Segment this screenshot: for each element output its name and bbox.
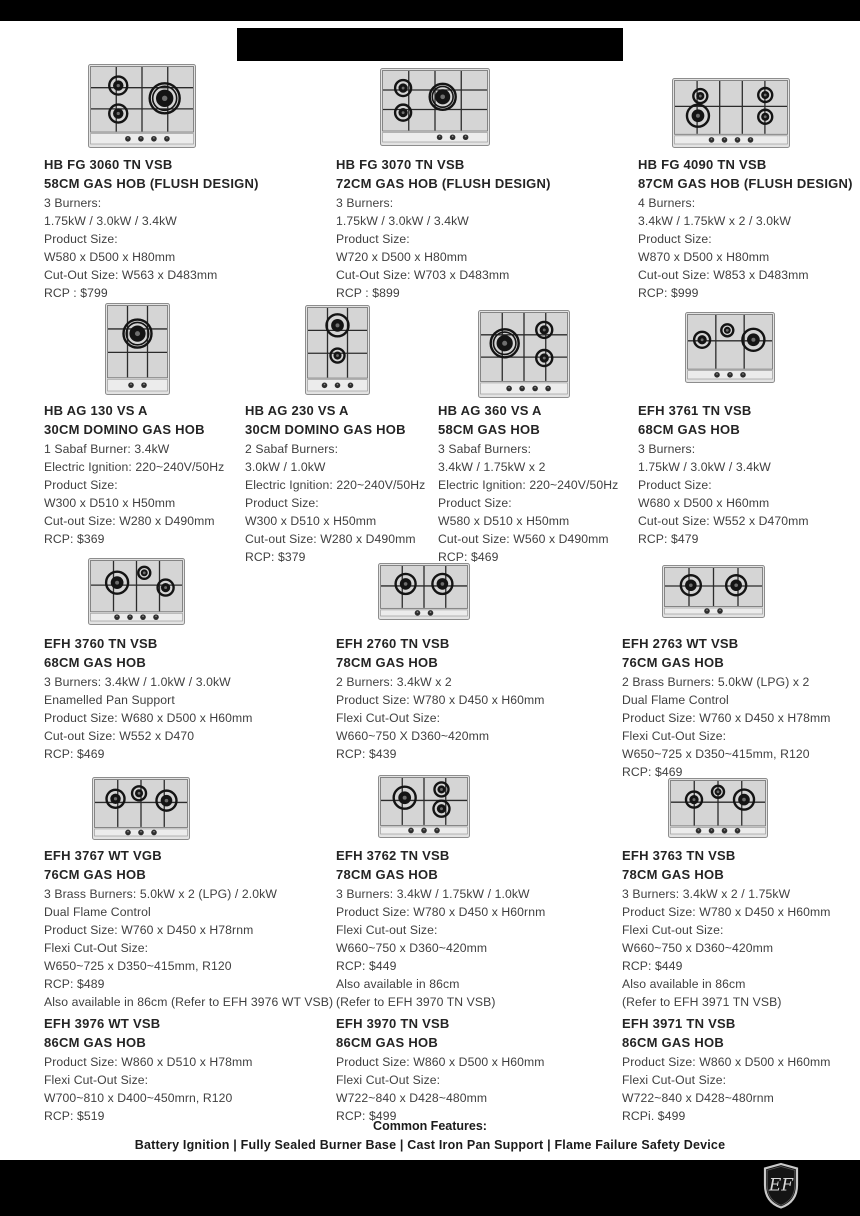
product-image (305, 305, 370, 400)
spec-lines (622, 1053, 842, 1125)
product-image (685, 312, 775, 388)
spec-line: Cut-out Size: W560 x D490mm (438, 532, 609, 546)
product-name: HB FG 3070 TN VSB (336, 157, 465, 172)
product-card (44, 634, 336, 763)
spec-line: Product Size: (336, 232, 410, 246)
spec-line: 3.0kW / 1.0kW (245, 460, 326, 474)
spec-lines (44, 1053, 336, 1125)
spec-lines (438, 440, 634, 566)
common-features-line: Battery Ignition | Fully Sealed Burner Base | Cast Iron Pan Support | Flame Failure Safety Device (134, 1138, 726, 1152)
spec-line: RCP: $469 (438, 550, 499, 564)
spec-line: RCPi. $499 (622, 1109, 686, 1123)
spec-lines (245, 440, 435, 566)
product-name: HB FG 4090 TN VSB (638, 157, 767, 172)
spec-line: W660~750 x D360~420mm (336, 941, 488, 955)
product-card (622, 1014, 842, 1125)
product-subtitle: 68CM GAS HOB (638, 422, 740, 437)
product-image (88, 64, 196, 153)
spec-line: 3 Burners: (336, 196, 394, 210)
common-features-title: Common Features: (373, 1119, 487, 1133)
product-card (245, 401, 435, 566)
product-image (378, 775, 470, 843)
spec-line: Flexi Cut-Out Size: (44, 1073, 149, 1087)
common-features (0, 1118, 860, 1155)
spec-line: Cut-out Size: W280 x D490mm (44, 514, 215, 528)
product-subtitle: 58CM GAS HOB (FLUSH DESIGN) (44, 176, 259, 191)
top-black-bar (0, 0, 860, 21)
product-subtitle: 58CM GAS HOB (438, 422, 540, 437)
ef-logo (762, 1162, 800, 1209)
spec-line: Product Size: W780 x D450 x H60mm (622, 905, 831, 919)
product-subtitle: 86CM GAS HOB (622, 1035, 724, 1050)
spec-line: Product Size: W780 x D450 x H60mm (336, 693, 545, 707)
product-subtitle: 76CM GAS HOB (622, 655, 724, 670)
spec-line: W580 x D510 x H50mm (438, 514, 570, 528)
spec-line: RCP: $379 (245, 550, 306, 564)
product-subtitle: 86CM GAS HOB (336, 1035, 438, 1050)
spec-line: RCP: $999 (638, 286, 699, 300)
product-card (44, 155, 336, 302)
product-card (44, 1014, 336, 1125)
product-name: HB AG 230 VS A (245, 403, 349, 418)
spec-lines (622, 885, 842, 1011)
spec-line: RCP: $479 (638, 532, 699, 546)
product-card (638, 155, 853, 302)
spec-line: RCP: $499 (336, 1109, 397, 1123)
product-image (672, 78, 790, 153)
product-name: EFH 3767 WT VGB (44, 848, 162, 863)
product-image (478, 310, 570, 403)
spec-line: (Refer to EFH 3970 TN VSB) (336, 995, 496, 1009)
spec-line: 3 Sabaf Burners: (438, 442, 532, 456)
product-name: EFH 2763 WT VSB (622, 636, 739, 651)
spec-line: W680 x D500 x H60mm (638, 496, 770, 510)
spec-line: 3 Burners: 3.4kW / 1.75kW / 1.0kW (336, 887, 530, 901)
spec-line: W870 x D500 x H80mm (638, 250, 770, 264)
spec-lines (44, 885, 344, 1011)
product-image (378, 563, 470, 625)
spec-line: Electric Ignition: 220~240V/50Hz (438, 478, 619, 492)
product-subtitle: 68CM GAS HOB (44, 655, 146, 670)
product-name: EFH 3976 WT VSB (44, 1016, 161, 1031)
spec-line: 1.75kW / 3.0kW / 3.4kW (44, 214, 177, 228)
redacted-title-block (237, 28, 623, 61)
spec-line: 3 Brass Burners: 5.0kW x 2 (LPG) / 2.0kW (44, 887, 277, 901)
spec-line: Product Size: W760 x D450 x H78rnm (44, 923, 254, 937)
product-name: EFH 3760 TN VSB (44, 636, 158, 651)
spec-line: Product Size: (438, 496, 512, 510)
spec-line: RCP : $899 (336, 286, 400, 300)
product-card (336, 846, 628, 1011)
product-name: EFH 2760 TN VSB (336, 636, 450, 651)
spec-line: 1 Sabaf Burner: 3.4kW (44, 442, 170, 456)
spec-line: Enamelled Pan Support (44, 693, 175, 707)
spec-line: 2 Brass Burners: 5.0kW (LPG) x 2 (622, 675, 810, 689)
spec-line: Flexi Cut-out Size: (622, 923, 724, 937)
product-subtitle: 87CM GAS HOB (FLUSH DESIGN) (638, 176, 853, 191)
spec-line: 3 Burners: (638, 442, 696, 456)
spec-line: W722~840 x D428~480rnm (622, 1091, 774, 1105)
product-image (88, 558, 185, 630)
spec-lines (44, 194, 336, 302)
spec-line: Flexi Cut-Out Size: (336, 711, 441, 725)
spec-line: Dual Flame Control (44, 905, 151, 919)
product-subtitle: 30CM DOMINO GAS HOB (245, 422, 406, 437)
product-subtitle: 78CM GAS HOB (622, 867, 724, 882)
product-subtitle: 30CM DOMINO GAS HOB (44, 422, 205, 437)
spec-line: Dual Flame Control (622, 693, 729, 707)
spec-line: Flexi Cut-Out Size: (336, 1073, 441, 1087)
spec-line: Also available in 86cm (336, 977, 460, 991)
spec-line: Also available in 86cm (Refer to EFH 3976 WT VSB) (44, 995, 334, 1009)
spec-line: 3.4kW / 1.75kW x 2 (438, 460, 546, 474)
spec-lines (336, 1053, 628, 1125)
product-name: EFH 3761 TN VSB (638, 403, 752, 418)
spec-line: Cut-out Size: W552 x D470 (44, 729, 195, 743)
spec-line: Flexi Cut-Out Size: (622, 1073, 727, 1087)
spec-line: 4 Burners: (638, 196, 696, 210)
product-name: HB FG 3060 TN VSB (44, 157, 173, 172)
spec-line: W720 x D500 x H80mm (336, 250, 468, 264)
spec-line: Product Size: (638, 232, 712, 246)
spec-line: Also available in 86cm (622, 977, 746, 991)
spec-line: Product Size: W760 x D450 x H78mm (622, 711, 831, 725)
product-subtitle: 76CM GAS HOB (44, 867, 146, 882)
product-image (662, 565, 765, 623)
product-image (105, 303, 170, 400)
product-card (336, 155, 628, 302)
product-image (380, 68, 490, 151)
product-card (44, 401, 240, 548)
spec-line: W300 x D510 x H50mm (245, 514, 377, 528)
spec-line: Product Size: (44, 232, 118, 246)
spec-line: Cut-out Size: W280 x D490mm (245, 532, 416, 546)
spec-line: RCP: $369 (44, 532, 105, 546)
spec-line: W580 x D500 x H80mm (44, 250, 176, 264)
spec-line: W300 x D510 x H50mm (44, 496, 176, 510)
spec-lines (622, 673, 842, 781)
product-card (44, 846, 344, 1011)
spec-line: 3.4kW / 1.75kW x 2 / 3.0kW (638, 214, 791, 228)
spec-line: W660~750 X D360~420mm (336, 729, 490, 743)
spec-line: Electric Ignition: 220~240V/50Hz (44, 460, 225, 474)
spec-line: Product Size: W860 x D510 x H78mm (44, 1055, 253, 1069)
spec-line: Cut-Out Size: W563 x D483mm (44, 268, 218, 282)
spec-line: RCP: $449 (622, 959, 683, 973)
spec-line: Flexi Cut-out Size: (336, 923, 438, 937)
spec-lines (638, 440, 848, 548)
spec-line: 1.75kW / 3.0kW / 3.4kW (336, 214, 469, 228)
spec-line: Electric Ignition: 220~240V/50Hz (245, 478, 426, 492)
spec-line: Cut-Out Size: W703 x D483mm (336, 268, 510, 282)
spec-line: Product Size: W860 x D500 x H60mm (336, 1055, 545, 1069)
spec-lines (638, 194, 838, 302)
spec-line: W660~750 x D360~420mm (622, 941, 774, 955)
spec-line: Flexi Cut-Out Size: (44, 941, 149, 955)
spec-line: RCP: $449 (336, 959, 397, 973)
spec-line: W700~810 x D400~450mrn, R120 (44, 1091, 233, 1105)
spec-lines (336, 194, 628, 302)
spec-line: W722~840 x D428~480mm (336, 1091, 488, 1105)
spec-line: Product Size: W680 x D500 x H60mm (44, 711, 253, 725)
spec-line: Cut-out Size: W853 x D483mm (638, 268, 809, 282)
product-name: EFH 3971 TN VSB (622, 1016, 736, 1031)
spec-line: RCP: $439 (336, 747, 397, 761)
spec-line: Product Size: W860 x D500 x H60mm (622, 1055, 831, 1069)
product-card (438, 401, 634, 566)
spec-lines (336, 673, 628, 763)
product-card (622, 634, 842, 781)
svg-text:EF: EF (768, 1175, 794, 1196)
spec-line: 2 Burners: 3.4kW x 2 (336, 675, 452, 689)
spec-line: 3 Burners: (44, 196, 102, 210)
product-image (92, 777, 190, 845)
spec-line: RCP : $799 (44, 286, 108, 300)
product-subtitle: 72CM GAS HOB (FLUSH DESIGN) (336, 176, 551, 191)
product-card (638, 401, 848, 548)
footer-bar (0, 1160, 860, 1216)
product-name: EFH 3763 TN VSB (622, 848, 736, 863)
spec-lines (44, 673, 336, 763)
spec-lines (44, 440, 240, 548)
product-card (336, 634, 628, 763)
spec-line: Product Size: (638, 478, 712, 492)
product-subtitle: 78CM GAS HOB (336, 867, 438, 882)
spec-line: RCP: $469 (622, 765, 683, 779)
spec-line: W650~725 x D350~415mm, R120 (622, 747, 810, 761)
product-name: EFH 3762 TN VSB (336, 848, 450, 863)
spec-line: Flexi Cut-Out Size: (622, 729, 727, 743)
spec-line: RCP: $469 (44, 747, 105, 761)
spec-line: 1.75kW / 3.0kW / 3.4kW (638, 460, 771, 474)
product-subtitle: 86CM GAS HOB (44, 1035, 146, 1050)
product-card (336, 1014, 628, 1125)
spec-line: W650~725 x D350~415mm, R120 (44, 959, 232, 973)
spec-line: Product Size: (44, 478, 118, 492)
spec-line: RCP: $519 (44, 1109, 105, 1123)
spec-line: (Refer to EFH 3971 TN VSB) (622, 995, 782, 1009)
spec-line: RCP: $489 (44, 977, 105, 991)
product-card (622, 846, 842, 1011)
spec-line: Product Size: W780 x D450 x H60rnm (336, 905, 546, 919)
product-name: EFH 3970 TN VSB (336, 1016, 450, 1031)
spec-line: Cut-out Size: W552 x D470mm (638, 514, 809, 528)
product-name: HB AG 360 VS A (438, 403, 542, 418)
product-subtitle: 78CM GAS HOB (336, 655, 438, 670)
spec-line: 3 Burners: 3.4kW / 1.0kW / 3.0kW (44, 675, 231, 689)
spec-line: Product Size: (245, 496, 319, 510)
spec-line: 2 Sabaf Burners: (245, 442, 339, 456)
spec-lines (336, 885, 628, 1011)
product-name: HB AG 130 VS A (44, 403, 148, 418)
spec-line: 3 Burners: 3.4kW x 2 / 1.75kW (622, 887, 791, 901)
logo-shield-icon (762, 1162, 800, 1209)
product-image (668, 778, 768, 843)
